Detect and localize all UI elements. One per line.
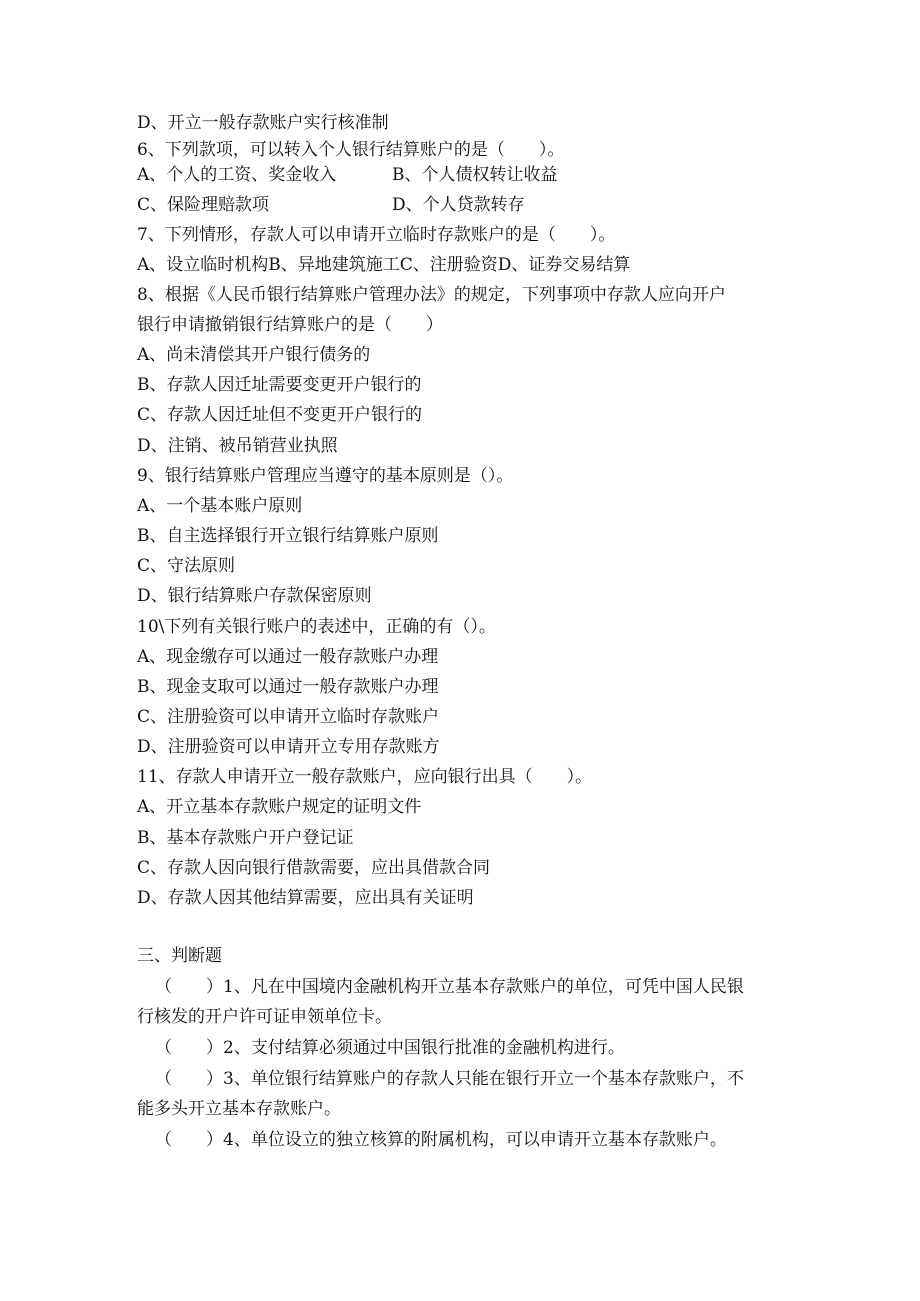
q9-option-c: C、守法原则	[137, 556, 236, 576]
q6-options-cd	[137, 194, 525, 216]
q10-option-d: D、注册验资可以申请开立专用存款账方	[137, 737, 440, 757]
judgement-1-line1: （ ）1、凡在中国境内金融机构开立基本存款账户的单位，可凭中国人民银	[155, 977, 744, 997]
q10-stem: 10\下列有关银行账户的表述中，正确的有（）。	[137, 617, 496, 637]
q6-stem: 6、下列款项，可以转入个人银行结算账户的是（ ）。	[137, 140, 565, 160]
q10-option-a: A、现金缴存可以通过一般存款账户办理	[137, 647, 439, 667]
q9-option-a: A、一个基本账户原则	[137, 496, 303, 516]
q6-option-a: A、个人的工资、奖金收入	[137, 165, 337, 185]
q9-option-d: D、银行结算账户存款保密原则	[137, 586, 372, 606]
q11-option-c: C、存款人因向银行借款需要，应出具借款合同	[137, 858, 491, 878]
q8-option-b: B、存款人因迁址需要变更开户银行的	[137, 375, 422, 395]
judgement-3-line1: （ ）3、单位银行结算账户的存款人只能在银行开立一个基本存款账户，不	[155, 1069, 744, 1089]
judgement-1-line2: 行核发的开户许可证申领单位卡。	[137, 1007, 392, 1027]
q8-stem-line2: 银行申请撤销银行结算账户的是（ ）	[137, 315, 443, 335]
q8-option-a: A、尚未清偿其开户银行债务的	[137, 345, 371, 365]
q6-options-ab	[137, 164, 558, 186]
q9-option-b: B、自主选择银行开立银行结算账户原则	[137, 526, 439, 546]
q11-option-a: A、开立基本存款账户规定的证明文件	[137, 797, 422, 817]
q7-stem: 7、下列情形，存款人可以申请开立临时存款账户的是（ ）。	[137, 225, 616, 245]
judgement-3-line2: 能多头开立基本存款账户。	[137, 1099, 341, 1119]
judgement-2: （ ）2、支付结算必须通过中国银行批准的金融机构进行。	[155, 1038, 625, 1058]
section-3-title: 三、判断题	[137, 946, 222, 966]
q9-stem: 9、银行结算账户管理应当遵守的基本原则是（）。	[137, 466, 514, 486]
q8-option-d: D、注销、被吊销营业执照	[137, 436, 338, 456]
q8-option-c: C、存款人因迁址但不变更开户银行的	[137, 405, 423, 425]
q11-option-b: B、基本存款账户开户登记证	[137, 828, 354, 848]
q11-option-d: D、存款人因其他结算需要，应出具有关证明	[137, 888, 474, 908]
q5-option-d: D、开立一般存款账户实行核准制	[137, 113, 389, 133]
q6-option-d: D、个人贷款转存	[392, 195, 525, 215]
q10-option-c: C、注册验资可以申请开立临时存款账户	[137, 707, 440, 727]
q8-stem-line1: 8、根据《人民币银行结算账户管理办法》的规定，下列事项中存款人应向开户	[137, 285, 726, 305]
q10-option-b: B、现金支取可以通过一般存款账户办理	[137, 677, 439, 697]
judgement-4: （ ）4、单位设立的独立核算的附属机构，可以申请开立基本存款账户。	[155, 1130, 727, 1150]
q11-stem: 11、存款人申请开立一般存款账户，应向银行出具（ ）。	[137, 767, 593, 787]
q7-options: A、设立临时机构B、异地建筑施工C、注册验资D、证券交易结算	[137, 255, 631, 275]
q6-option-b: B、个人债权转让收益	[392, 165, 558, 185]
q6-option-c: C、保险理赔款项	[137, 195, 270, 215]
